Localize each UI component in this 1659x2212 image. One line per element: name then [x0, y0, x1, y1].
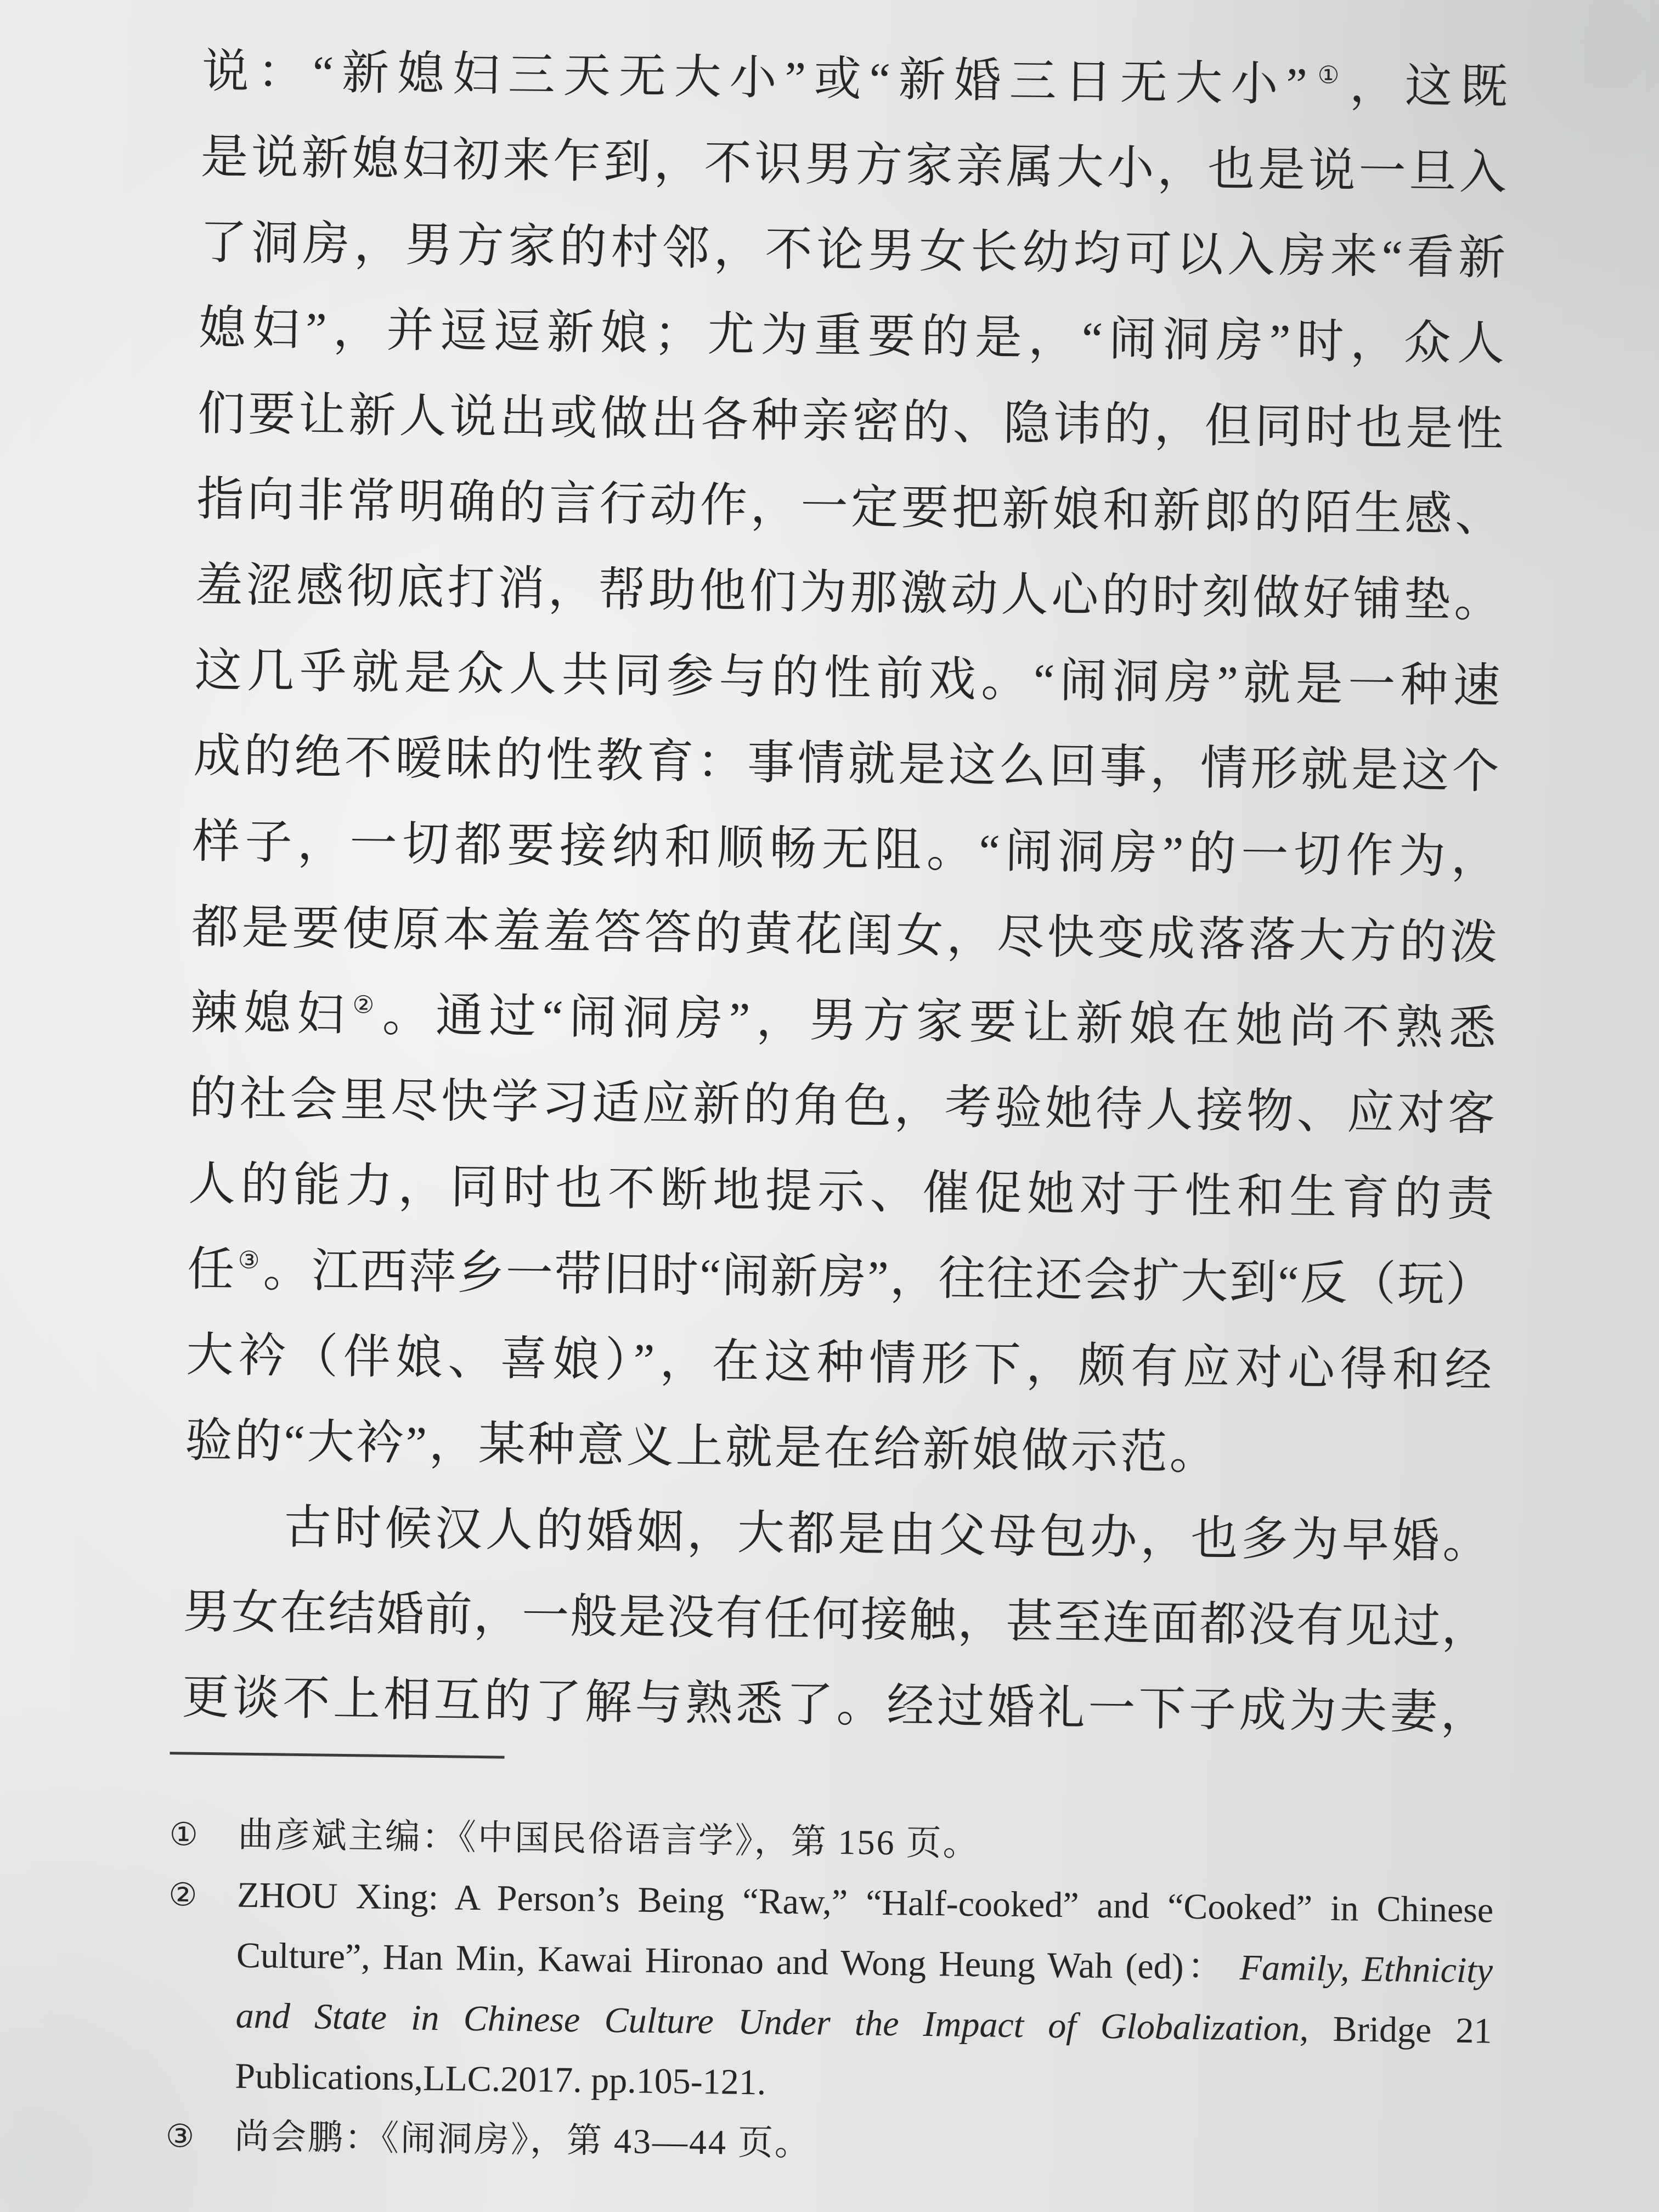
text-line: 男女在结婚前，一般是没有任何接触，甚至连面都没有见过， [183, 1585, 1489, 1654]
text-line: 这几乎就是众人共同参与的性前戏。“闹洞房”就是一种速 [194, 644, 1501, 713]
footnote-ref-3: ③ [238, 1246, 262, 1275]
text-line: 大衿（伴娘、喜娘）”，在这种情形下，颇有应对心得和经 [185, 1328, 1492, 1397]
text-segment: 。江西萍乡一带旧时“闹新房”，往往还会扩大到“反（玩） [263, 1244, 1493, 1312]
text-segment: , Bridge 21 [1299, 2008, 1492, 2051]
footnote-separator [170, 1752, 505, 1758]
footnote-ref-2: ② [352, 991, 381, 1019]
footnote-ref-1: ① [1309, 61, 1348, 90]
text-line: 成的绝不暧昧的性教育：事情就是这么回事，情形就是这个 [193, 729, 1500, 798]
text-line: 验的“大衿”，某种意义上就是在给新娘做示范。 [184, 1414, 1220, 1480]
text-segment: 。通过“闹洞房”，男方家要让新娘在她尚不熟悉 [382, 988, 1497, 1055]
book-title-italic: Family, Ethnicity [1239, 1947, 1493, 1991]
footnotes [146, 1804, 1494, 2182]
text-line: 古时候汉人的婚姻，大都是由父母包办，也多为早婚。 [284, 1500, 1491, 1568]
footnote-line: Publications,LLC.2017. pp.105-121. [234, 2056, 766, 2103]
footnote-line: ZHOU Xing: A Person’s Being “Raw,” “Half-cooked” and “Cooked” in Chinese [236, 1875, 1494, 1931]
text-segment: 任 [187, 1243, 236, 1296]
main-text [182, 29, 1508, 1756]
page-content [146, 14, 1538, 2203]
text-line: 样子，一切都要接纳和顺畅无阻。“闹洞房”的一切作为， [192, 815, 1499, 884]
text-line [201, 29, 1508, 130]
text-segment: Culture”, Han Min, Kawai Hironao and Wong Heung Wah (ed)： [236, 1935, 1228, 1988]
footnote-text [235, 1865, 1494, 2122]
text-line: 了洞房，男方家的村邻，不论男女长幼均可以入房来“看新 [199, 216, 1506, 285]
text-line: 指向非常明确的言行动作，一定要把新娘和新郎的陌生感、 [196, 472, 1503, 541]
text-segment: 辣媳妇 [190, 986, 351, 1041]
text-line: 更谈不上相互的了解与熟悉了。经过婚礼一下子成为夫妻， [182, 1671, 1488, 1740]
footnote-marker: ① [169, 1815, 199, 1853]
paragraph-1 [185, 29, 1508, 1499]
text-line: 羞涩感彻底打消，帮助他们为那激动人心的时刻做好铺垫。 [195, 558, 1502, 627]
text-line: 媳妇”，并逗逗新娘；尤为重要的是，“闹洞房”时，众人 [198, 301, 1505, 370]
footnote-line: 尚会鹏：《闹洞房》，第 43—44 页。 [234, 2117, 812, 2163]
text-line: 人的能力，同时也不断地提示、催促她对于性和生育的责 [188, 1157, 1494, 1226]
text-line: 是说新媳妇初来乍到，不识男方家亲属大小，也是说一旦入 [200, 130, 1507, 199]
text-line [187, 1226, 1493, 1328]
text-segment: 说：“新媳妇三天无大小”或“新婚三日无大小” [201, 44, 1308, 111]
text-line [190, 969, 1497, 1071]
footnote-line: 曲彦斌主编：《中国民俗语言学》，第 156 页。 [238, 1815, 980, 1864]
text-segment: ，这既 [1349, 59, 1508, 114]
text-line: 的社会里尽快学习适应新的角色，考验她待人接物、应对客 [189, 1071, 1496, 1141]
footnote-marker: ③ [165, 2117, 195, 2155]
book-title-italic: and State in Chinese Culture Under the Impact of Globalization [235, 1995, 1300, 2049]
footnote-marker: ② [168, 1876, 198, 1914]
paragraph-2 [182, 1483, 1491, 1756]
footnote-2 [147, 1864, 1494, 2122]
text-line: 都是要使原本羞羞答答的黄花闺女，尽快变成落落大方的泼 [191, 900, 1498, 969]
text-line: 们要让新人说出或做出各种亲密的、隐讳的，但同时也是性 [197, 387, 1504, 456]
